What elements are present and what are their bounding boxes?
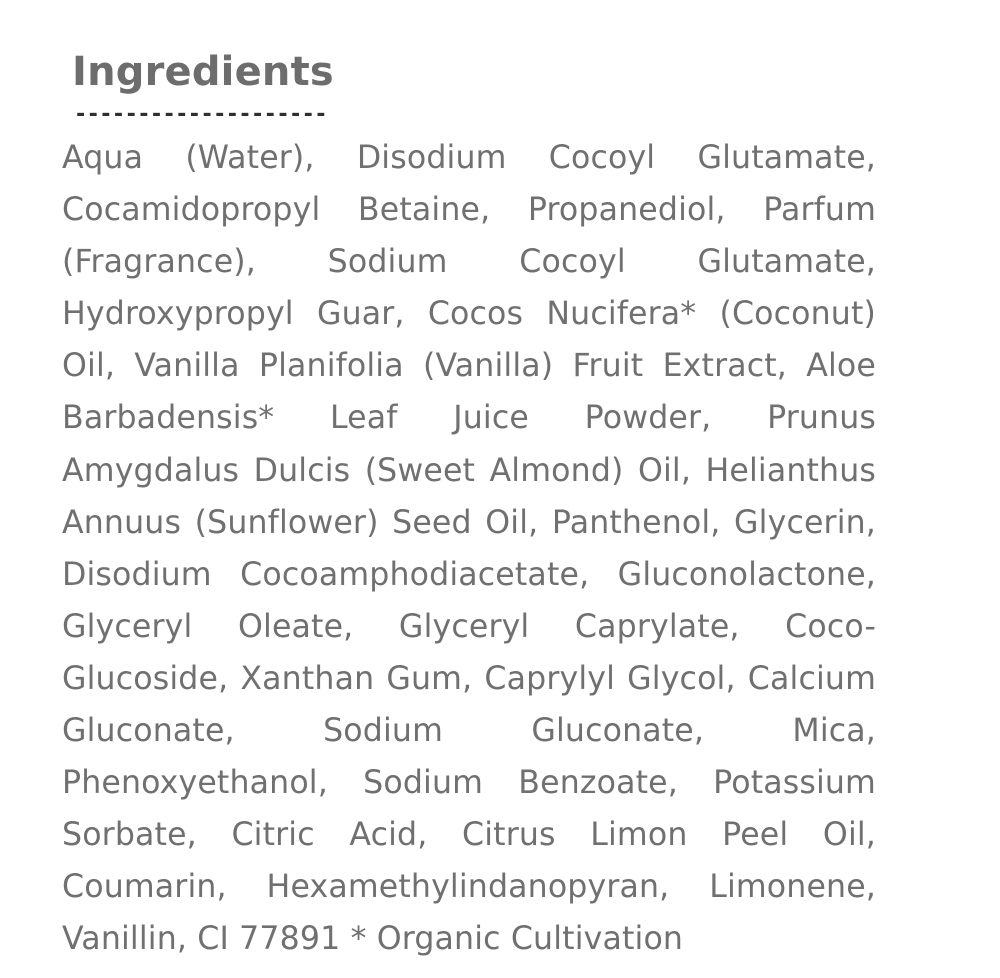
ingredients-heading: Ingredients <box>72 49 334 95</box>
ingredient-list-text: Aqua (Water), Disodium Cocoyl Glutamate, Cocamidopropyl Betaine, Propanediol, Parfum (Fragrance), Sodium Cocoyl Glutamate, Hydroxypropyl Guar, Cocos Nucifera* (Coconut) Oil, Vanilla Planifolia (Vanilla) Fruit Extract, Aloe Barbadensis* Leaf Juice Powder, Prunus Amygdalus Dulcis (Sweet Almond) Oil, Helianthus Annuus (Sunflower) Seed Oil, Panthenol, Glycerin, Disodium Cocoamphodiacetate, Gluconolactone, Glyceryl Oleate, Glyceryl Caprylate, Coco-Glucoside, Xanthan Gum, Caprylyl Glycol, Calcium Gluconate, Sodium Gluconate, Mica, Phenoxyethanol, Sodium Benzoate, Potassium Sorbate, Citric Acid, Citrus Limon Peel Oil, Coumarin, Hexamethylindanopyran, Limonene, Vanillin, CI 77891 * Organic Cultivation <box>62 140 876 958</box>
heading-dashed-underline: -------------------- <box>74 102 327 127</box>
